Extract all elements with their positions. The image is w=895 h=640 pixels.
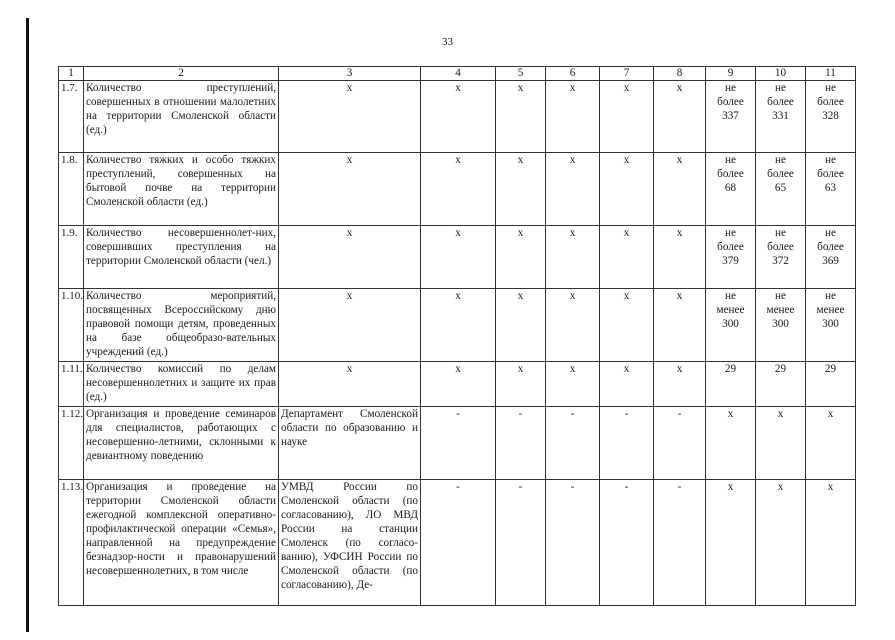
value-line: не [725,154,736,166]
table-row [59,480,856,606]
scan-edge-bar [26,18,29,632]
value-line: не [775,227,786,239]
row-number: 1.9. [59,226,84,289]
target-value [756,81,806,153]
cell-value: х [546,226,600,289]
table-row [59,81,856,153]
cell-value: - [546,407,600,480]
cell-value: - [496,407,546,480]
value-line: 300 [772,318,789,330]
cell-value: х [546,153,600,226]
value-line: не [825,290,836,302]
value-line: х [827,408,834,420]
target-value [706,153,756,226]
target-value [756,362,806,407]
value-line: х [777,408,784,420]
cell-value: - [421,480,496,606]
value-line: 29 [824,363,837,375]
value-line: не [825,154,836,166]
target-value [756,289,806,362]
table-row [59,362,856,407]
target-value [706,226,756,289]
indicator-name: Количество мероприятий, посвященных Всероссийскому дню правовой помощи детям, проведенных на базе общеобразо-вательных учреждений (ед.) [84,289,279,362]
cell-value: - [421,407,496,480]
value-line: 300 [822,318,839,330]
indicator-name: Количество несовершеннолет-них, совершивших преступления на территории Смоленской области (чел.) [84,226,279,289]
value-line: 337 [722,110,739,122]
executor: х [279,362,421,407]
col-header: 4 [421,67,496,81]
value-line: 369 [822,255,839,267]
executor: УМВД России по Смоленской области (по согласованию), ЛО МВД России на станции Смоленск (по согласо-ванию), УФСИН России по Смоленской области (по согласованию), Де- [279,480,421,606]
cell-value: х [421,153,496,226]
indicator-name: Количество тяжких и особо тяжких преступлений, совершенных на бытовой почве на территории Смоленской области (ед.) [84,153,279,226]
value-line: 372 [772,255,789,267]
cell-value: х [546,81,600,153]
value-line: 328 [822,110,839,122]
value-line: не [775,290,786,302]
value-line: более [817,168,844,180]
value-line: 63 [824,182,837,194]
cell-value: х [654,81,706,153]
col-header: 8 [654,67,706,81]
col-header: 6 [546,67,600,81]
target-value [706,81,756,153]
col-header: 3 [279,67,421,81]
indicators-table [58,66,856,606]
cell-value: - [654,407,706,480]
cell-value: - [546,480,600,606]
cell-value: х [600,153,654,226]
row-number: 1.10. [59,289,84,362]
cell-value: х [421,289,496,362]
target-value [806,480,856,606]
cell-value: - [600,480,654,606]
row-number: 1.12. [59,407,84,480]
target-value [806,226,856,289]
cell-value: х [654,362,706,407]
header-row [59,67,856,81]
row-number: 1.13. [59,480,84,606]
page-number: 33 [442,36,453,48]
cell-value: х [421,362,496,407]
cell-value: х [600,362,654,407]
value-line: х [727,408,734,420]
cell-value: - [654,480,706,606]
value-line: 379 [722,255,739,267]
value-line: не [775,154,786,166]
cell-value: х [600,226,654,289]
cell-value: х [546,362,600,407]
col-header: 7 [600,67,654,81]
target-value [806,81,856,153]
cell-value: х [654,153,706,226]
value-line: х [727,481,734,493]
cell-value: х [496,362,546,407]
executor: х [279,153,421,226]
executor: х [279,226,421,289]
executor: х [279,81,421,153]
value-line: более [767,241,794,253]
target-value [706,362,756,407]
value-line: 300 [722,318,739,330]
target-value [806,407,856,480]
value-line: более [717,168,744,180]
cell-value: х [600,289,654,362]
indicator-name: Организация и проведение на территории Смоленской области ежегодной комплексной оперативно-профилактической операции «Семья», направленной на предупреждение безнадзор-ности и правонарушений несовершеннолетних, в том числе [84,480,279,606]
executor: х [279,289,421,362]
cell-value: х [496,81,546,153]
cell-value: - [496,480,546,606]
cell-value: х [654,289,706,362]
table-row [59,289,856,362]
value-line: х [827,481,834,493]
target-value [756,153,806,226]
value-line: менее [816,304,845,316]
value-line: более [717,241,744,253]
value-line: 29 [774,363,787,375]
value-line: более [817,241,844,253]
indicator-name: Количество преступлений, совершенных в отношении малолетних на территории Смоленской области (ед.) [84,81,279,153]
value-line: менее [716,304,745,316]
value-line: 68 [724,182,737,194]
target-value [706,480,756,606]
value-line: не [825,227,836,239]
value-line: более [767,96,794,108]
cell-value: - [600,407,654,480]
target-value [806,153,856,226]
cell-value: х [654,226,706,289]
indicator-name: Количество комиссий по делам несовершеннолетних и защите их прав (ед.) [84,362,279,407]
value-line: 65 [774,182,787,194]
value-line: не [725,290,736,302]
target-value [706,407,756,480]
col-header: 1 [59,67,84,81]
table-row [59,226,856,289]
target-value [756,480,806,606]
executor: Департамент Смоленской области по образованию и науке [279,407,421,480]
value-line: более [767,168,794,180]
row-number: 1.11. [59,362,84,407]
target-value [806,289,856,362]
row-number: 1.8. [59,153,84,226]
target-value [756,407,806,480]
target-value [756,226,806,289]
value-line: не [725,227,736,239]
col-header: 11 [806,67,856,81]
cell-value: х [600,81,654,153]
table-row [59,407,856,480]
cell-value: х [496,226,546,289]
row-number: 1.7. [59,81,84,153]
value-line: х [777,481,784,493]
target-value [706,289,756,362]
value-line: не [825,82,836,94]
table-row [59,153,856,226]
col-header: 5 [496,67,546,81]
cell-value: х [421,226,496,289]
value-line: не [775,82,786,94]
cell-value: х [496,289,546,362]
target-value [806,362,856,407]
value-line: более [817,96,844,108]
value-line: менее [766,304,795,316]
value-line: 331 [772,110,789,122]
value-line: 29 [724,363,737,375]
cell-value: х [421,81,496,153]
col-header: 9 [706,67,756,81]
col-header: 2 [84,67,279,81]
value-line: не [725,82,736,94]
col-header: 10 [756,67,806,81]
value-line: более [717,96,744,108]
indicator-name: Организация и проведение семинаров для специалистов, работающих с несовершенно-летними, склонными к девиантному поведению [84,407,279,480]
cell-value: х [496,153,546,226]
cell-value: х [546,289,600,362]
